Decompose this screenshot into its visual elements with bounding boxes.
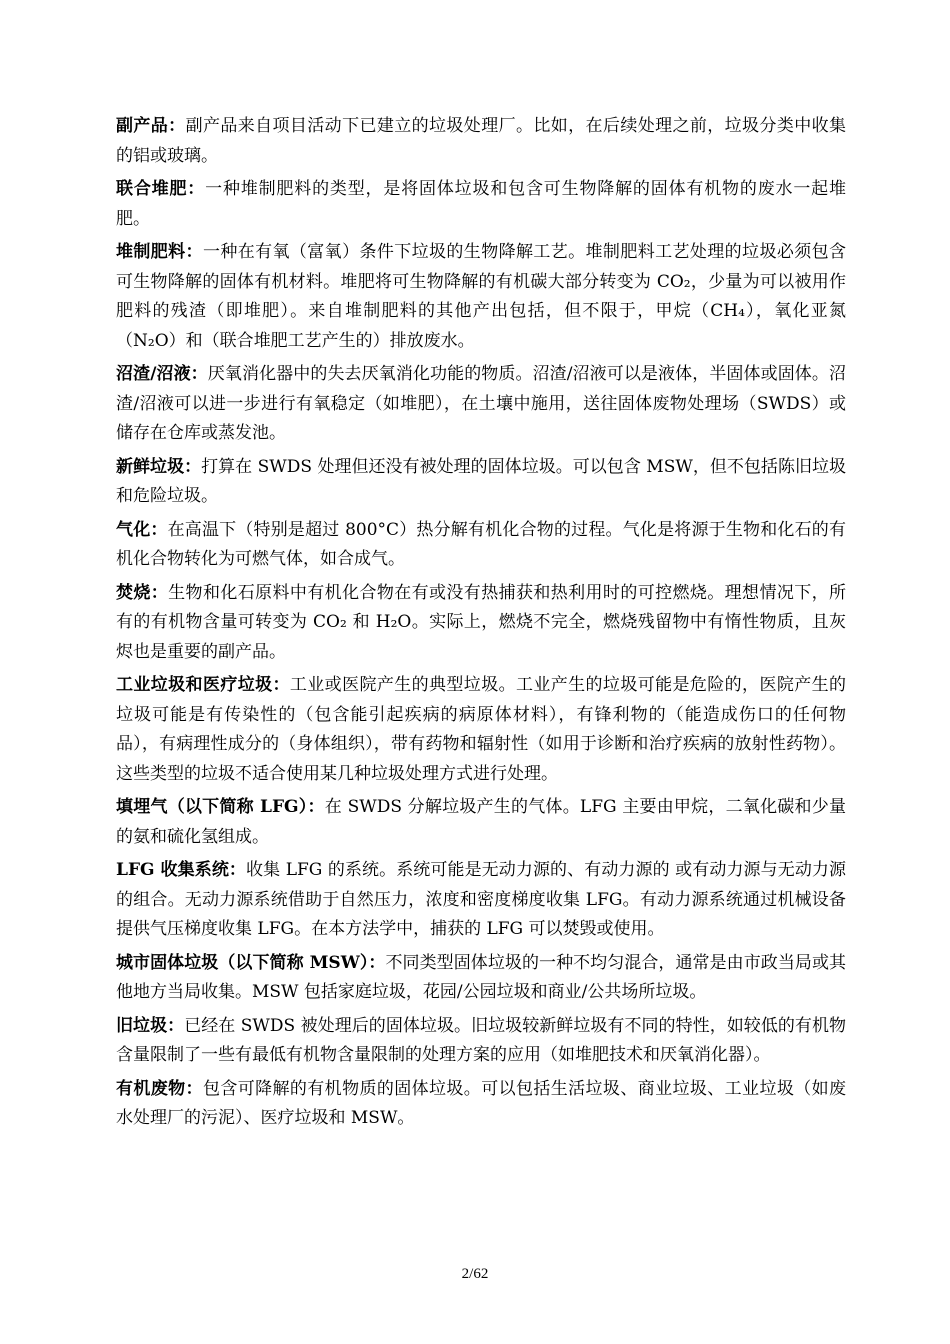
term-label: 城市固体垃圾（以下简称 MSW）：: [116, 952, 386, 973]
glossary-entry-co-composting: [116, 175, 846, 234]
term-definition: 已经在 SWDS 被处理后的固体垃圾。旧垃圾较新鲜垃圾有不同的特性，如较低的有机物含量限制了一些有最低有机物含量限制的处理方案的应用（如堆肥技术和厌氧消化器）。: [116, 1015, 847, 1065]
term-definition: 在 SWDS 分解垃圾产生的气体。LFG 主要由甲烷，二氧化碳和少量的氨和硫化氢组成。: [116, 797, 846, 847]
document-body: [116, 112, 846, 1138]
term-label: 联合堆肥：: [116, 179, 206, 199]
term-definition: 厌氧消化器中的失去厌氧消化功能的物质。沼渣/沼液可以是液体，半固体或固体。沼渣/沼液可以进一步进行有氧稳定（如堆肥），在土壤中施用，送往固体废物处理场（SWDS）或储存在仓库或蒸发池。: [116, 364, 846, 443]
glossary-entry-digestate: [116, 360, 846, 449]
glossary-entry-landfill-gas: [116, 793, 846, 852]
term-label: 新鲜垃圾：: [116, 456, 202, 477]
term-definition: 打算在 SWDS 处理但还没有被处理的固体垃圾。可以包含 MSW，但不包括陈旧垃圾和危险垃圾。: [116, 456, 847, 506]
glossary-entry-incineration: [116, 579, 846, 668]
term-definition: 一种堆制肥料的类型，是将固体垃圾和包含可生物降解的固体有机物的废水一起堆肥。: [116, 179, 846, 229]
term-label: 工业垃圾和医疗垃圾：: [116, 675, 290, 695]
term-definition: 收集 LFG 的系统。系统可能是无动力源的、有动力源的 或有动力源与无动力源的组合。无动力源系统借助于自然压力，浓度和密度梯度收集 LFG。有动力源系统通过机械设备提供气压梯度收集 LFG。在本方法学中，捕获的 LFG 可以焚毁或使用。: [116, 860, 846, 939]
term-label: LFG 收集系统：: [116, 860, 247, 880]
term-definition: 生物和化石原料中有机化合物在有或没有热捕获和热利用时的可控燃烧。理想情况下，所有的有机物含量可转变为 CO₂ 和 H₂O。实际上，燃烧不完全，燃烧残留物中有惰性物质，且灰烬也是重要的副产品。: [116, 582, 846, 662]
term-definition: 包含可降解的有机物质的固体垃圾。可以包括生活垃圾、商业垃圾、工业垃圾（如废水处理厂的污泥）、医疗垃圾和 MSW。: [116, 1078, 847, 1128]
term-label: 沼渣/沼液：: [116, 364, 208, 384]
term-label: 填埋气（以下简称 LFG）：: [116, 797, 325, 817]
glossary-entry-gasification: [116, 516, 846, 575]
term-label: 副产品：: [116, 116, 186, 136]
term-definition: 副产品来自项目活动下已建立的垃圾处理厂。比如，在后续处理之前，垃圾分类中收集的铝或玻璃。: [116, 116, 846, 166]
glossary-entry-fresh-waste: [116, 453, 846, 512]
term-label: 堆制肥料：: [116, 242, 203, 262]
glossary-entry-by-product: [116, 112, 846, 171]
glossary-entry-composting: [116, 238, 846, 356]
term-definition: 不同类型固体垃圾的一种不均匀混合，通常是由市政当局或其他地方当局收集。MSW 包括家庭垃圾，花园/公园垃圾和商业/公共场所垃圾。: [116, 952, 846, 1002]
term-definition: 在高温下（特别是超过 800°C）热分解有机化合物的过程。气化是将源于生物和化石的有机化合物转化为可燃气体，如合成气。: [116, 519, 847, 569]
glossary-entry-industrial-medical-waste: [116, 671, 846, 789]
glossary-entry-msw: [116, 949, 846, 1008]
term-label: 气化：: [116, 519, 168, 540]
term-label: 有机废物：: [116, 1078, 203, 1099]
term-label: 旧垃圾：: [116, 1015, 185, 1036]
page-number: 2/62: [461, 1266, 489, 1282]
glossary-entry-organic-waste: [116, 1075, 846, 1134]
term-label: 焚烧：: [116, 582, 169, 603]
term-definition: 一种在有氧（富氧）条件下垃圾的生物降解工艺。堆制肥料工艺处理的垃圾必须包含可生物降解的固体有机材料。堆肥将可生物降解的有机碳大部分转变为 CO₂，少量为可以被用作肥料的残渣（即堆肥）。来自堆制肥料的其他产出包括，但不限于，甲烷（CH₄），氧化亚氮（N₂O）和（联合堆肥工艺产生的）排放废水。: [116, 242, 847, 351]
glossary-entry-lfg-collection-system: [116, 856, 846, 945]
glossary-entry-old-waste: [116, 1012, 846, 1071]
term-definition: 工业或医院产生的典型垃圾。工业产生的垃圾可能是危险的，医院产生的垃圾可能是有传染性的（包含能引起疾病的病原体材料），有锋利物的（能造成伤口的任何物品），有病理性成分的（身体组织），带有药物和辐射性（如用于诊断和治疗疾病的放射性药物）。这些类型的垃圾不适合使用某几种垃圾处理方式进行处理。: [116, 675, 847, 784]
